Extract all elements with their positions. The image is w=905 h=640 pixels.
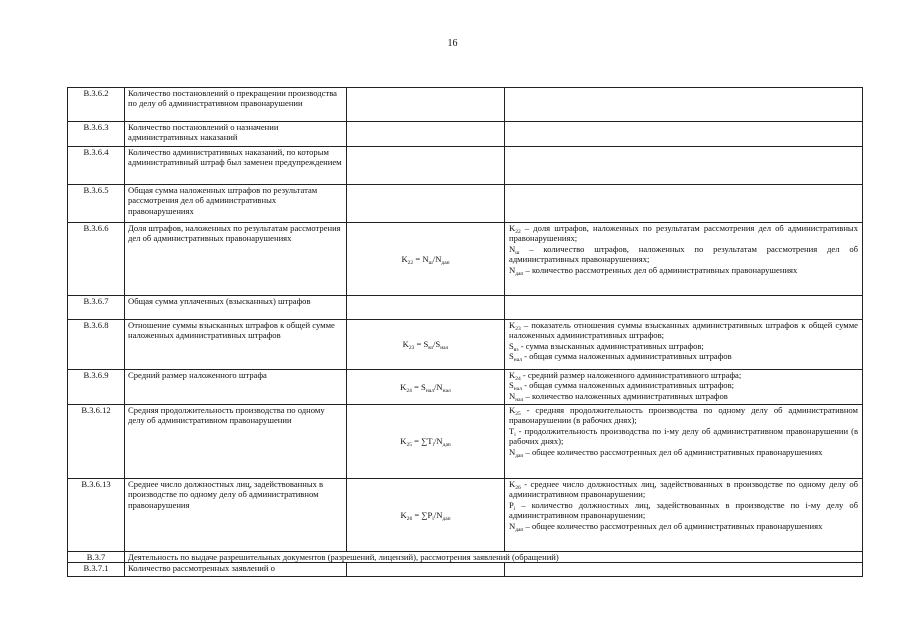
row-formula	[347, 320, 505, 370]
row-name: Отношение суммы взысканных штрафов к общей сумме наложенных административных штрафов	[125, 320, 347, 370]
formula-d-sub: нал	[442, 387, 451, 394]
formula-sep: /	[433, 339, 436, 350]
formula-d: N	[436, 436, 443, 447]
section-row	[68, 552, 863, 563]
variable-definition: – доля штрафов, наложенных по результатам рассмотрения дел об административных правонарушениях;	[509, 223, 858, 244]
variable-definition: – количество штрафов, наложенных по результатам рассмотрения дел об административных правонарушениях;	[509, 243, 858, 265]
variable-symbol: S	[509, 351, 514, 362]
variable-definition: - средняя продолжительность производства по одному делу об административном правонарушении (в рабочих днях);	[509, 405, 858, 426]
row-name: Доля штрафов, наложенных по результатам рассмотрения дел об административных правонарушениях	[125, 223, 347, 296]
row-formula	[347, 296, 505, 320]
description-line	[509, 370, 858, 380]
description-line	[509, 223, 858, 244]
variable-subscript: 24	[515, 376, 521, 382]
description-line	[509, 447, 858, 457]
table-row	[68, 320, 863, 370]
row-name: Общая сумма уплаченных (взысканных) штрафов	[125, 296, 347, 320]
row-name: Количество постановлений о прекращении производства по делу об административном правонарушении	[125, 88, 347, 122]
formula-sum: ∑	[421, 436, 428, 447]
variable-subscript: ш	[515, 249, 520, 256]
variable-symbol: T	[509, 425, 515, 436]
row-formula	[347, 88, 505, 122]
variable-subscript: нал	[515, 396, 524, 403]
formula-lhs-sub: 22	[407, 259, 414, 266]
row-code: В.3.6.8	[68, 320, 125, 370]
row-name: Количество административных наказаний, по которым административный штраф был заменен предупреждением	[125, 147, 347, 185]
variable-definition: - продолжительность производства по i-му делу об административном правонарушении (в рабочих днях);	[509, 425, 858, 447]
variable-subscript: 25	[515, 411, 521, 417]
variable-subscript: нал	[513, 386, 522, 393]
row-code: В.3.6.4	[68, 147, 125, 185]
formula-sep: /	[433, 509, 437, 520]
row-description	[505, 370, 863, 405]
table-row	[68, 370, 863, 405]
row-name: Средняя продолжительность производства по одному делу об административном правонарушении	[125, 405, 347, 479]
table-row	[68, 563, 863, 577]
table-row	[68, 147, 863, 185]
row-name: Средний размер наложенного штрафа	[125, 370, 347, 405]
variable-definition: - средний размер наложенного административного штрафа;	[520, 370, 742, 380]
variable-symbol: N	[509, 264, 516, 275]
variable-symbol: K	[509, 223, 516, 233]
table-row	[68, 88, 863, 122]
row-description	[505, 296, 863, 320]
variable-symbol: S	[509, 380, 514, 391]
formula-sep: /	[432, 253, 436, 264]
variable-symbol: K	[509, 370, 516, 380]
formula-eq: =	[413, 253, 423, 264]
variable-symbol: K	[509, 320, 516, 330]
formula-n-sub: i	[432, 515, 434, 522]
description-line	[509, 479, 858, 500]
variable-definition: – показатель отношения суммы взысканных административных штрафов к общей сумме наложенных административных штрафов;	[509, 320, 858, 341]
table-row	[68, 185, 863, 223]
formula-lhs: K	[400, 381, 407, 392]
table-row	[68, 479, 863, 552]
row-code: В.3.6.5	[68, 185, 125, 223]
section-title: Деятельность по выдаче разрешительных документов (разрешений, лицензий), рассмотрения заявлений (обращений)	[125, 552, 863, 563]
row-description	[505, 223, 863, 296]
table-row	[68, 122, 863, 147]
formula-eq: =	[411, 436, 422, 447]
row-formula	[347, 185, 505, 223]
row-code: В.3.6.13	[68, 479, 125, 552]
row-name: Общая сумма наложенных штрафов по результатам рассмотрения дел об административных правонарушениях	[125, 185, 347, 223]
variable-symbol: K	[509, 479, 516, 489]
variable-definition: - среднее число должностных лиц, задействованных в производстве по одному делу об административном правонарушении;	[509, 479, 858, 500]
variable-subscript: нал	[513, 357, 522, 364]
row-description	[505, 122, 863, 147]
description-line	[509, 351, 858, 364]
row-name: Количество постановлений о назначении административных наказаний	[125, 122, 347, 147]
row-description	[505, 88, 863, 122]
formula-d: N	[436, 509, 443, 520]
formula-lhs-sub: 24	[406, 387, 412, 394]
variable-definition: – количество должностных лиц, задействованных в производстве по i-му делу об административном правонарушении;	[509, 499, 858, 521]
description-line	[509, 320, 858, 341]
formula-lhs: K	[402, 339, 409, 350]
variable-subscript: дап	[515, 270, 524, 277]
row-description	[505, 405, 863, 479]
description-line	[509, 265, 858, 275]
formula-lhs: K	[400, 436, 407, 447]
variable-definition: – общее количество рассмотренных дел об административных правонарушениях	[523, 446, 823, 457]
formula-lhs-sub: 26	[406, 515, 413, 522]
variable-symbol: N	[509, 243, 516, 254]
formula-n: T	[427, 436, 433, 447]
variable-symbol: P	[509, 499, 514, 510]
description-line	[509, 244, 858, 265]
variable-subscript: 22	[515, 229, 521, 235]
row-code: В.3.6.7	[68, 296, 125, 320]
row-code: В.3.6.2	[68, 88, 125, 122]
table-row	[68, 405, 863, 479]
variable-subscript: 26	[515, 485, 521, 491]
formula-n-sub: вз	[428, 345, 434, 352]
row-code: В.3.6.12	[68, 405, 125, 479]
description-line	[509, 341, 858, 351]
table-row	[68, 296, 863, 320]
row-formula	[347, 147, 505, 185]
row-description	[505, 479, 863, 552]
variable-symbol: N	[509, 520, 516, 531]
description-line	[509, 426, 858, 447]
variable-subscript: 23	[515, 326, 521, 332]
row-formula	[347, 223, 505, 296]
row-description	[505, 147, 863, 185]
variable-symbol: K	[509, 405, 516, 415]
variable-subscript: i	[514, 431, 516, 438]
row-formula	[347, 405, 505, 479]
row-description	[505, 320, 863, 370]
formula-n-sub: ш	[428, 259, 433, 266]
row-code: В.3.7.1	[68, 563, 125, 577]
formula-n: P	[427, 509, 433, 520]
formula-d-sub: дап	[441, 259, 450, 266]
variable-definition: - сумма взысканных административных штрафов;	[518, 340, 704, 351]
formula-d: N	[435, 253, 442, 264]
formula-d: N	[436, 381, 443, 392]
formula-lhs: K	[401, 253, 408, 264]
row-description	[505, 185, 863, 223]
row-name: Количество рассмотренных заявлений о	[125, 563, 347, 577]
row-code: В.3.6.9	[68, 370, 125, 405]
formula-n: N	[422, 253, 429, 264]
page-number: 16	[447, 38, 458, 49]
formula-n: S	[423, 339, 429, 350]
section-code: В.3.7	[68, 552, 125, 563]
description-line	[509, 391, 858, 401]
variable-definition: - общая сумма наложенных административных штрафов;	[521, 380, 735, 391]
formula-n: S	[421, 381, 426, 392]
variable-symbol: S	[509, 340, 514, 351]
row-code: В.3.6.6	[68, 223, 125, 296]
variable-subscript: i	[513, 505, 516, 512]
variable-definition: – общее количество рассмотренных дел об административных правонарушениях	[523, 520, 823, 531]
row-formula	[347, 122, 505, 147]
indicators-table	[67, 87, 863, 577]
row-name: Среднее число должностных лиц, задействованных в производстве по одному делу об административном правонарушения	[125, 479, 347, 552]
formula-eq: =	[414, 339, 424, 350]
formula-n-sub: нал	[425, 387, 435, 394]
formula-d-sub: дап	[442, 442, 451, 449]
formula-d-sub: нал	[440, 345, 449, 352]
row-code: В.3.6.3	[68, 122, 125, 147]
formula-lhs-sub: 23	[408, 345, 415, 352]
variable-subscript: дап	[515, 452, 524, 459]
formula-sum: ∑	[421, 509, 428, 520]
formula-eq: =	[411, 381, 422, 392]
formula-n-sub: i	[432, 442, 435, 449]
description-line	[509, 500, 858, 521]
description-line	[509, 380, 858, 393]
description-line	[509, 405, 858, 426]
formula-sep: /	[434, 436, 437, 447]
formula-sep: /	[434, 381, 437, 392]
formula-d: S	[435, 339, 441, 350]
variable-subscript: вз	[513, 346, 519, 353]
formula-lhs: K	[400, 509, 407, 520]
variable-subscript: дап	[515, 526, 524, 533]
variable-definition: - общая сумма наложенных административных штрафов	[521, 351, 732, 362]
variable-definition: – количество наложенных административных штрафов	[523, 390, 728, 401]
variable-symbol: N	[509, 446, 516, 457]
formula-eq: =	[412, 509, 422, 520]
variable-symbol: N	[509, 390, 516, 401]
formula-d-sub: дап	[442, 515, 451, 522]
variable-definition: – количество рассмотренных дел об административных правонарушениях	[523, 264, 798, 275]
row-formula	[347, 479, 505, 552]
row-formula	[347, 370, 505, 405]
formula-lhs-sub: 25	[406, 442, 412, 449]
description-line	[509, 521, 858, 531]
table-row	[68, 223, 863, 296]
